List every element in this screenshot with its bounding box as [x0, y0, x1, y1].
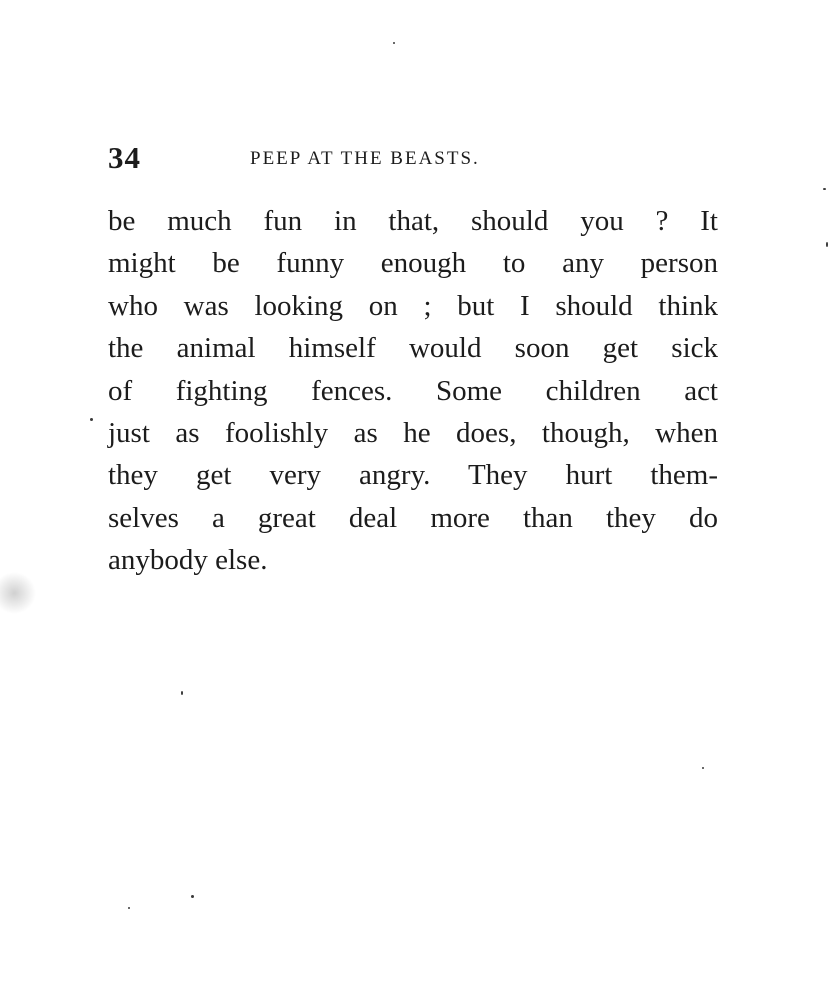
scan-speck [393, 42, 395, 44]
text-line: might be funny enough to any person [108, 247, 718, 280]
text-line: just as foolishly as he does, though, when [108, 417, 718, 450]
text-line: of fighting fences. Some children act [108, 374, 718, 407]
text-line: anybody else. [108, 544, 268, 577]
scan-speck [702, 767, 704, 769]
body-paragraph [108, 200, 718, 582]
scan-speck [823, 188, 826, 190]
page-header [108, 138, 718, 182]
scan-smudge [0, 572, 36, 614]
scan-speck [90, 418, 93, 421]
text-line: selves a great deal more than they do [108, 501, 718, 534]
text-line: the animal himself would soon get sick [108, 332, 718, 365]
page-number: 34 [108, 140, 141, 175]
running-head: PEEP AT THE BEASTS. [250, 148, 480, 169]
text-line: be much fun in that, should you ? It [108, 205, 718, 237]
text-line: they get very angry. They hurt them- [108, 459, 718, 492]
scan-speck [181, 691, 183, 695]
scan-speck [128, 907, 130, 909]
scan-speck [191, 895, 194, 898]
scan-speck [826, 242, 828, 247]
text-line: who was looking on ; but I should think [108, 289, 718, 322]
